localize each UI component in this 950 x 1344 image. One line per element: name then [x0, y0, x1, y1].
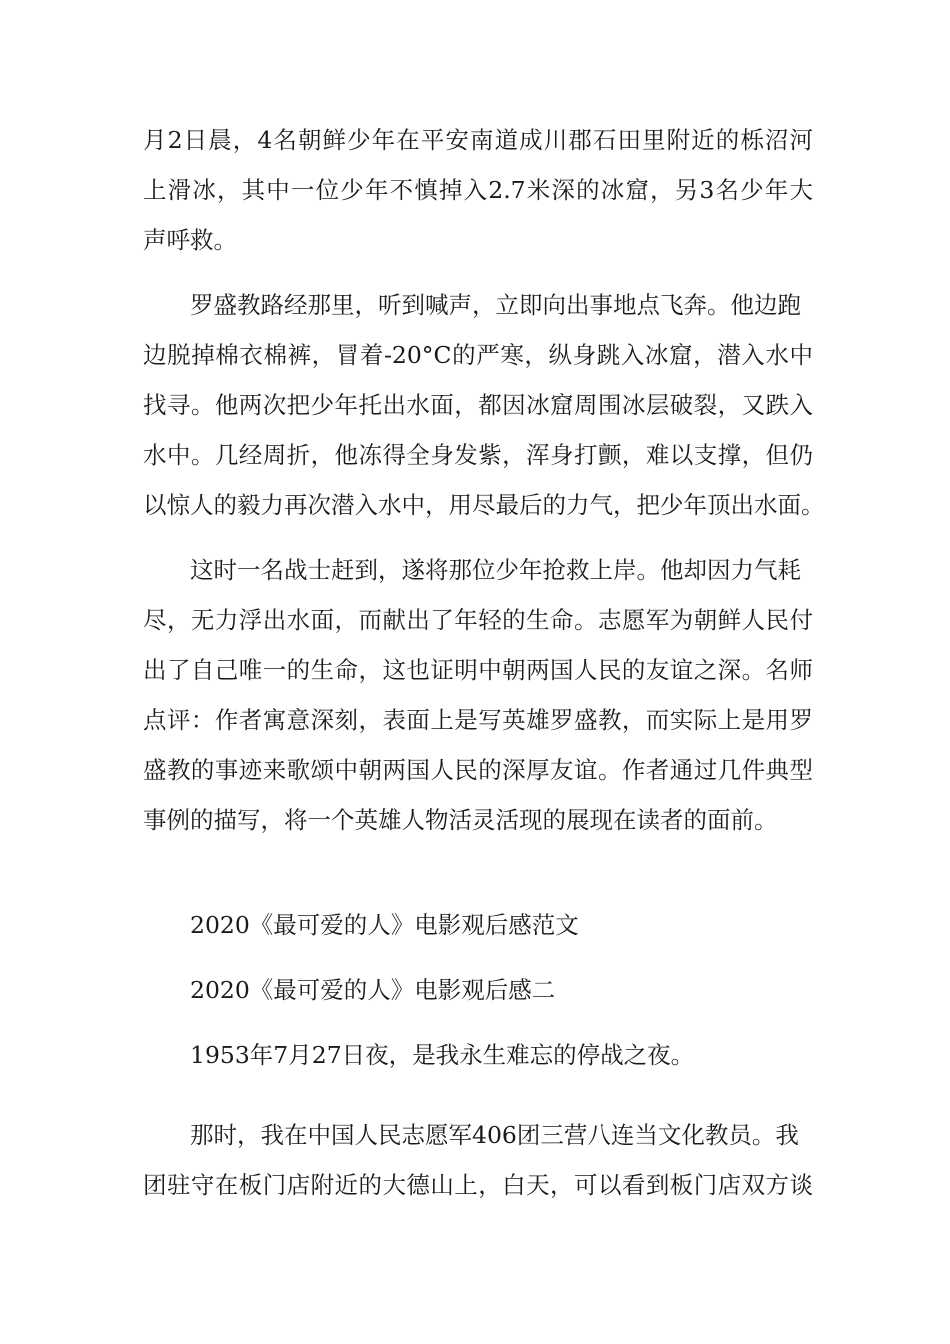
paragraph-1-line-3: 声呼救。 [143, 226, 237, 254]
paragraph-2-line-4: 水中。几经周折，他冻得全身发紫，浑身打颤，难以支撑，但仍 [143, 441, 813, 469]
paragraph-3-line-4: 点评：作者寓意深刻，表面上是写英雄罗盛教，而实际上是用罗 [143, 706, 813, 734]
paragraph-5-line-1: 那时，我在中国人民志愿军406团三营八连当文化教员。我 [190, 1121, 799, 1149]
paragraph-1-line-2: 上滑冰，其中一位少年不慎掉入2.7米深的冰窟，另3名少年大 [143, 176, 813, 204]
article-heading-1: 2020《最可爱的人》电影观后感范文 [190, 911, 579, 939]
paragraph-3-line-2: 尽，无力浮出水面，而献出了年轻的生命。志愿军为朝鲜人民付 [143, 606, 813, 634]
paragraph-3-line-6: 事例的描写，将一个英雄人物活灵活现的展现在读者的面前。 [143, 806, 778, 834]
paragraph-2-line-5: 以惊人的毅力再次潜入水中，用尽最后的力气，把少年顶出水面。 [143, 491, 825, 519]
article-heading-2: 2020《最可爱的人》电影观后感二 [190, 976, 556, 1004]
paragraph-3-line-5: 盛教的事迹来歌颂中朝两国人民的深厚友谊。作者通过几件典型 [143, 756, 813, 784]
paragraph-2-line-2: 边脱掉棉衣棉裤，冒着-20°C的严寒，纵身跳入冰窟，潜入水中 [143, 341, 813, 369]
paragraph-5-line-2: 团驻守在板门店附近的大德山上，白天，可以看到板门店双方谈 [143, 1171, 813, 1199]
paragraph-2-line-3: 找寻。他两次把少年托出水面，都因冰窟周围冰层破裂，又跌入 [143, 391, 813, 419]
paragraph-2-line-1: 罗盛教路经那里，听到喊声，立即向出事地点飞奔。他边跑 [190, 291, 801, 319]
paragraph-3-line-3: 出了自己唯一的生命，这也证明中朝两国人民的友谊之深。名师 [143, 656, 813, 684]
paragraph-1-line-1: 月2日晨，4名朝鲜少年在平安南道成川郡石田里附近的栎沼河 [143, 126, 813, 154]
paragraph-3-line-1: 这时一名战士赶到，遂将那位少年抢救上岸。他却因力气耗 [190, 556, 801, 584]
paragraph-4: 1953年7月27日夜，是我永生难忘的停战之夜。 [190, 1041, 695, 1069]
